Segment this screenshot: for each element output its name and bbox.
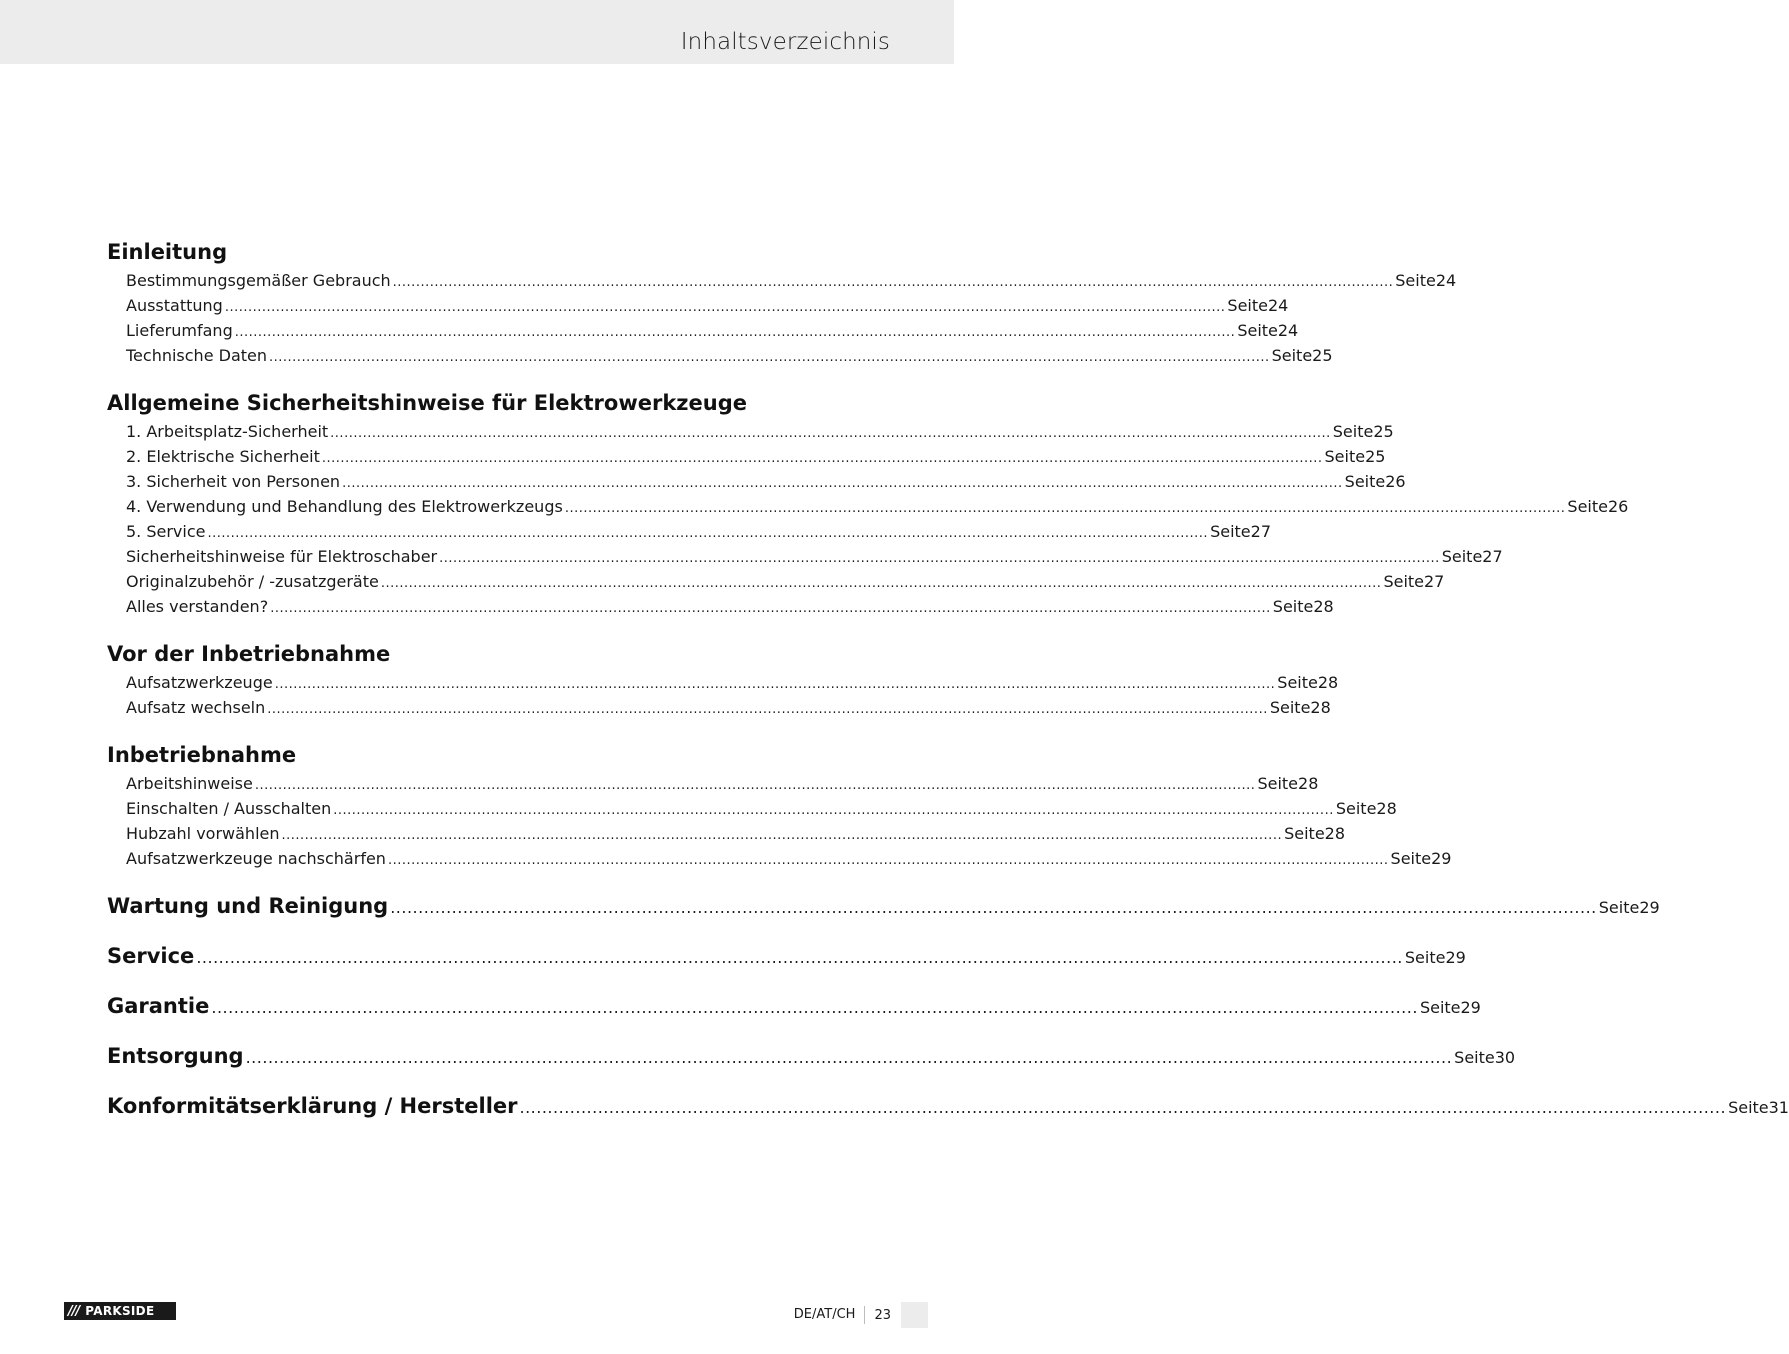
- page-ref: 24: [1435, 271, 1457, 290]
- seite-label: Seite: [1272, 597, 1314, 616]
- page-ref: 29: [1460, 998, 1481, 1017]
- page-ref: 24: [1267, 296, 1289, 315]
- toc-entry[interactable]: [107, 846, 1452, 871]
- seite-label: Seite: [1383, 572, 1424, 591]
- seite-label: Seite: [1335, 799, 1377, 818]
- toc-section: [107, 942, 1466, 971]
- dot-leader: ........................................................................................................................................................................................................................: [270, 601, 1271, 616]
- toc-entry-label: 2. Elektrische Sicherheit: [126, 447, 320, 466]
- toc-entry-label: 3. Sicherheit von Personen: [126, 472, 341, 491]
- page-number: 23: [874, 1307, 891, 1323]
- page-ref: 25: [1312, 346, 1333, 365]
- section-heading: Allgemeine Sicherheitshinweise für Elektrowerkzeuge: [107, 391, 747, 415]
- toc-entry-label: Aufsatzwerkzeuge: [126, 673, 273, 692]
- dot-leader: ........................................................................................................................................................................................................................: [390, 898, 1597, 917]
- seite-label: Seite: [1344, 472, 1386, 491]
- toc-entry[interactable]: [107, 293, 1289, 318]
- toc-entry[interactable]: [107, 670, 1339, 695]
- toc-entry-label: Alles verstanden?: [126, 597, 269, 616]
- toc-entry-label: Entsorgung: [107, 1044, 244, 1068]
- dot-leader: ........................................................................................................................................................................................................................: [254, 778, 1256, 793]
- dot-leader: ........................................................................................................................................................................................................................: [564, 501, 1566, 516]
- toc-entry-major[interactable]: [107, 942, 1466, 971]
- toc-entry[interactable]: [107, 796, 1397, 821]
- page-title: Inhaltsverzeichnis: [680, 29, 890, 55]
- toc-section: [107, 892, 1660, 921]
- toc-entry-major[interactable]: [107, 1092, 1789, 1121]
- toc-entry[interactable]: [107, 444, 1386, 469]
- seite-label: Seite: [1237, 321, 1278, 340]
- toc-entry-label: 5. Service: [126, 522, 206, 541]
- toc-entry-label: Ausstattung: [126, 296, 223, 315]
- seite-label: Seite: [1210, 522, 1251, 541]
- seite-label: Seite: [1277, 673, 1318, 692]
- country-codes: DE/AT/CH: [794, 1306, 866, 1324]
- seite-label: Seite: [1271, 346, 1313, 365]
- section-items: [107, 670, 1339, 720]
- dot-leader: ........................................................................................................................................................................................................................: [380, 576, 1382, 591]
- toc-entry-label: Aufsatz wechseln: [126, 698, 266, 717]
- seite-label: Seite: [1390, 849, 1432, 868]
- toc-entry-label: Arbeitshinweise: [126, 774, 253, 793]
- table-of-contents: [107, 238, 1789, 1121]
- seite-label: Seite: [1395, 271, 1436, 290]
- seite-label: Seite: [1269, 698, 1311, 717]
- toc-section: [107, 1042, 1516, 1071]
- toc-entry-label: Bestimmungsgemäßer Gebrauch: [126, 271, 391, 290]
- dot-leader: ........................................................................................................................................................................................................................: [234, 325, 1236, 340]
- page-ref: 26: [1385, 472, 1406, 491]
- toc-entry-label: 1. Arbeitsplatz-Sicherheit: [126, 422, 329, 441]
- dot-leader: ........................................................................................................................................................................................................................: [333, 803, 1334, 818]
- parkside-logo: [64, 1302, 176, 1320]
- toc-entry-label: Einschalten / Ausschalten: [126, 799, 332, 818]
- section-heading: Vor der Inbetriebnahme: [107, 642, 391, 666]
- page-ref: 28: [1317, 673, 1339, 692]
- seite-label: Seite: [1257, 774, 1299, 793]
- toc-entry-label: Konformitätserklärung / Hersteller: [107, 1094, 518, 1118]
- page-footer: [794, 1302, 928, 1328]
- dot-leader: ........................................................................................................................................................................................................................: [224, 300, 1226, 315]
- dot-leader: ........................................................................................................................................................................................................................: [281, 828, 1283, 843]
- toc-entry-label: Lieferumfang: [126, 321, 233, 340]
- section-heading: Einleitung: [107, 240, 228, 264]
- section-items: [107, 419, 1629, 619]
- seite-label: Seite: [1284, 824, 1325, 843]
- section-items: [107, 771, 1452, 871]
- dot-leader: ........................................................................................................................................................................................................................: [207, 526, 1209, 541]
- toc-section: [107, 389, 1629, 619]
- toc-section: [107, 1092, 1789, 1121]
- seite-label: Seite: [1227, 296, 1268, 315]
- toc-entry-label: Hubzahl vorwählen: [126, 824, 280, 843]
- toc-section: [107, 992, 1481, 1021]
- dot-leader: ........................................................................................................................................................................................................................: [196, 948, 1403, 967]
- toc-entry-label: Technische Daten: [126, 346, 268, 365]
- toc-entry[interactable]: [107, 771, 1319, 796]
- toc-entry[interactable]: [107, 821, 1346, 846]
- toc-entry[interactable]: [107, 494, 1629, 519]
- page-ref: 24: [1277, 321, 1299, 340]
- section-heading: Inbetriebnahme: [107, 743, 297, 767]
- toc-entry-label: Originalzubehör / -zusatzgeräte: [126, 572, 379, 591]
- seite-label: Seite: [1441, 547, 1483, 566]
- toc-entry-label: Aufsatzwerkzeuge nachschärfen: [126, 849, 386, 868]
- seite-label: Seite: [1324, 447, 1366, 466]
- page-ref: 28: [1313, 597, 1334, 616]
- toc-entry[interactable]: [107, 343, 1333, 368]
- page-ref: 29: [1431, 849, 1452, 868]
- dot-leader: ........................................................................................................................................................................................................................: [321, 451, 1323, 466]
- toc-entry[interactable]: [107, 695, 1331, 720]
- seite-label: Seite: [1598, 898, 1640, 917]
- dot-leader: ........................................................................................................................................................................................................................: [392, 275, 1394, 290]
- dot-leader: ........................................................................................................................................................................................................................: [274, 677, 1276, 692]
- page-ref: 31: [1768, 1098, 1789, 1117]
- toc-section: [107, 640, 1339, 720]
- toc-section: [107, 238, 1457, 368]
- dot-leader: ........................................................................................................................................................................................................................: [269, 350, 1270, 365]
- dot-leader: ........................................................................................................................................................................................................................: [211, 998, 1418, 1017]
- seite-label: Seite: [1728, 1098, 1769, 1117]
- toc-entry-major[interactable]: [107, 992, 1481, 1021]
- toc-entry-label: Service: [107, 944, 195, 968]
- page-tab-marker: [901, 1302, 928, 1328]
- toc-section: [107, 741, 1452, 871]
- toc-entry[interactable]: [107, 419, 1394, 444]
- toc-entry-label: Garantie: [107, 994, 210, 1018]
- toc-entry[interactable]: [107, 569, 1445, 594]
- page-ref: 29: [1639, 898, 1660, 917]
- toc-entry-major[interactable]: [107, 892, 1660, 921]
- seite-label: Seite: [1404, 948, 1446, 967]
- page-ref: 28: [1324, 824, 1346, 843]
- toc-entry-label: Sicherheitshinweise für Elektroschaber: [126, 547, 438, 566]
- toc-entry-label: 4. Verwendung und Behandlung des Elektrowerkzeugs: [126, 497, 563, 516]
- toc-entry-label: Wartung und Reinigung: [107, 894, 389, 918]
- toc-entry[interactable]: [107, 469, 1406, 494]
- seite-label: Seite: [1332, 422, 1374, 441]
- toc-entry[interactable]: [107, 318, 1299, 343]
- toc-entry[interactable]: [107, 519, 1271, 544]
- page-ref: 25: [1365, 447, 1386, 466]
- page-ref: 28: [1298, 774, 1319, 793]
- seite-label: Seite: [1419, 998, 1461, 1017]
- toc-entry[interactable]: [107, 544, 1503, 569]
- page-ref: 27: [1250, 522, 1271, 541]
- page-ref: 27: [1482, 547, 1503, 566]
- dot-leader: ........................................................................................................................................................................................................................: [342, 476, 1343, 491]
- seite-label: Seite: [1454, 1048, 1495, 1067]
- logo-slashes: ///: [68, 1303, 80, 1319]
- dot-leader: ........................................................................................................................................................................................................................: [387, 853, 1389, 868]
- dot-leader: ........................................................................................................................................................................................................................: [245, 1048, 1453, 1067]
- toc-entry[interactable]: [107, 268, 1457, 293]
- dot-leader: ........................................................................................................................................................................................................................: [267, 702, 1268, 717]
- page-ref: 28: [1376, 799, 1397, 818]
- page-ref: 27: [1424, 572, 1445, 591]
- dot-leader: ........................................................................................................................................................................................................................: [439, 551, 1440, 566]
- page-ref: 29: [1445, 948, 1466, 967]
- toc-entry-major[interactable]: [107, 1042, 1516, 1071]
- page-ref: 25: [1373, 422, 1394, 441]
- dot-leader: ........................................................................................................................................................................................................................: [519, 1098, 1727, 1117]
- seite-label: Seite: [1567, 497, 1608, 516]
- dot-leader: ........................................................................................................................................................................................................................: [330, 426, 1331, 441]
- logo-text: PARKSIDE: [85, 1304, 155, 1318]
- toc-entry[interactable]: [107, 594, 1334, 619]
- page-ref: 30: [1494, 1048, 1516, 1067]
- page-ref: 28: [1310, 698, 1331, 717]
- page-ref: 26: [1607, 497, 1629, 516]
- section-items: [107, 268, 1457, 368]
